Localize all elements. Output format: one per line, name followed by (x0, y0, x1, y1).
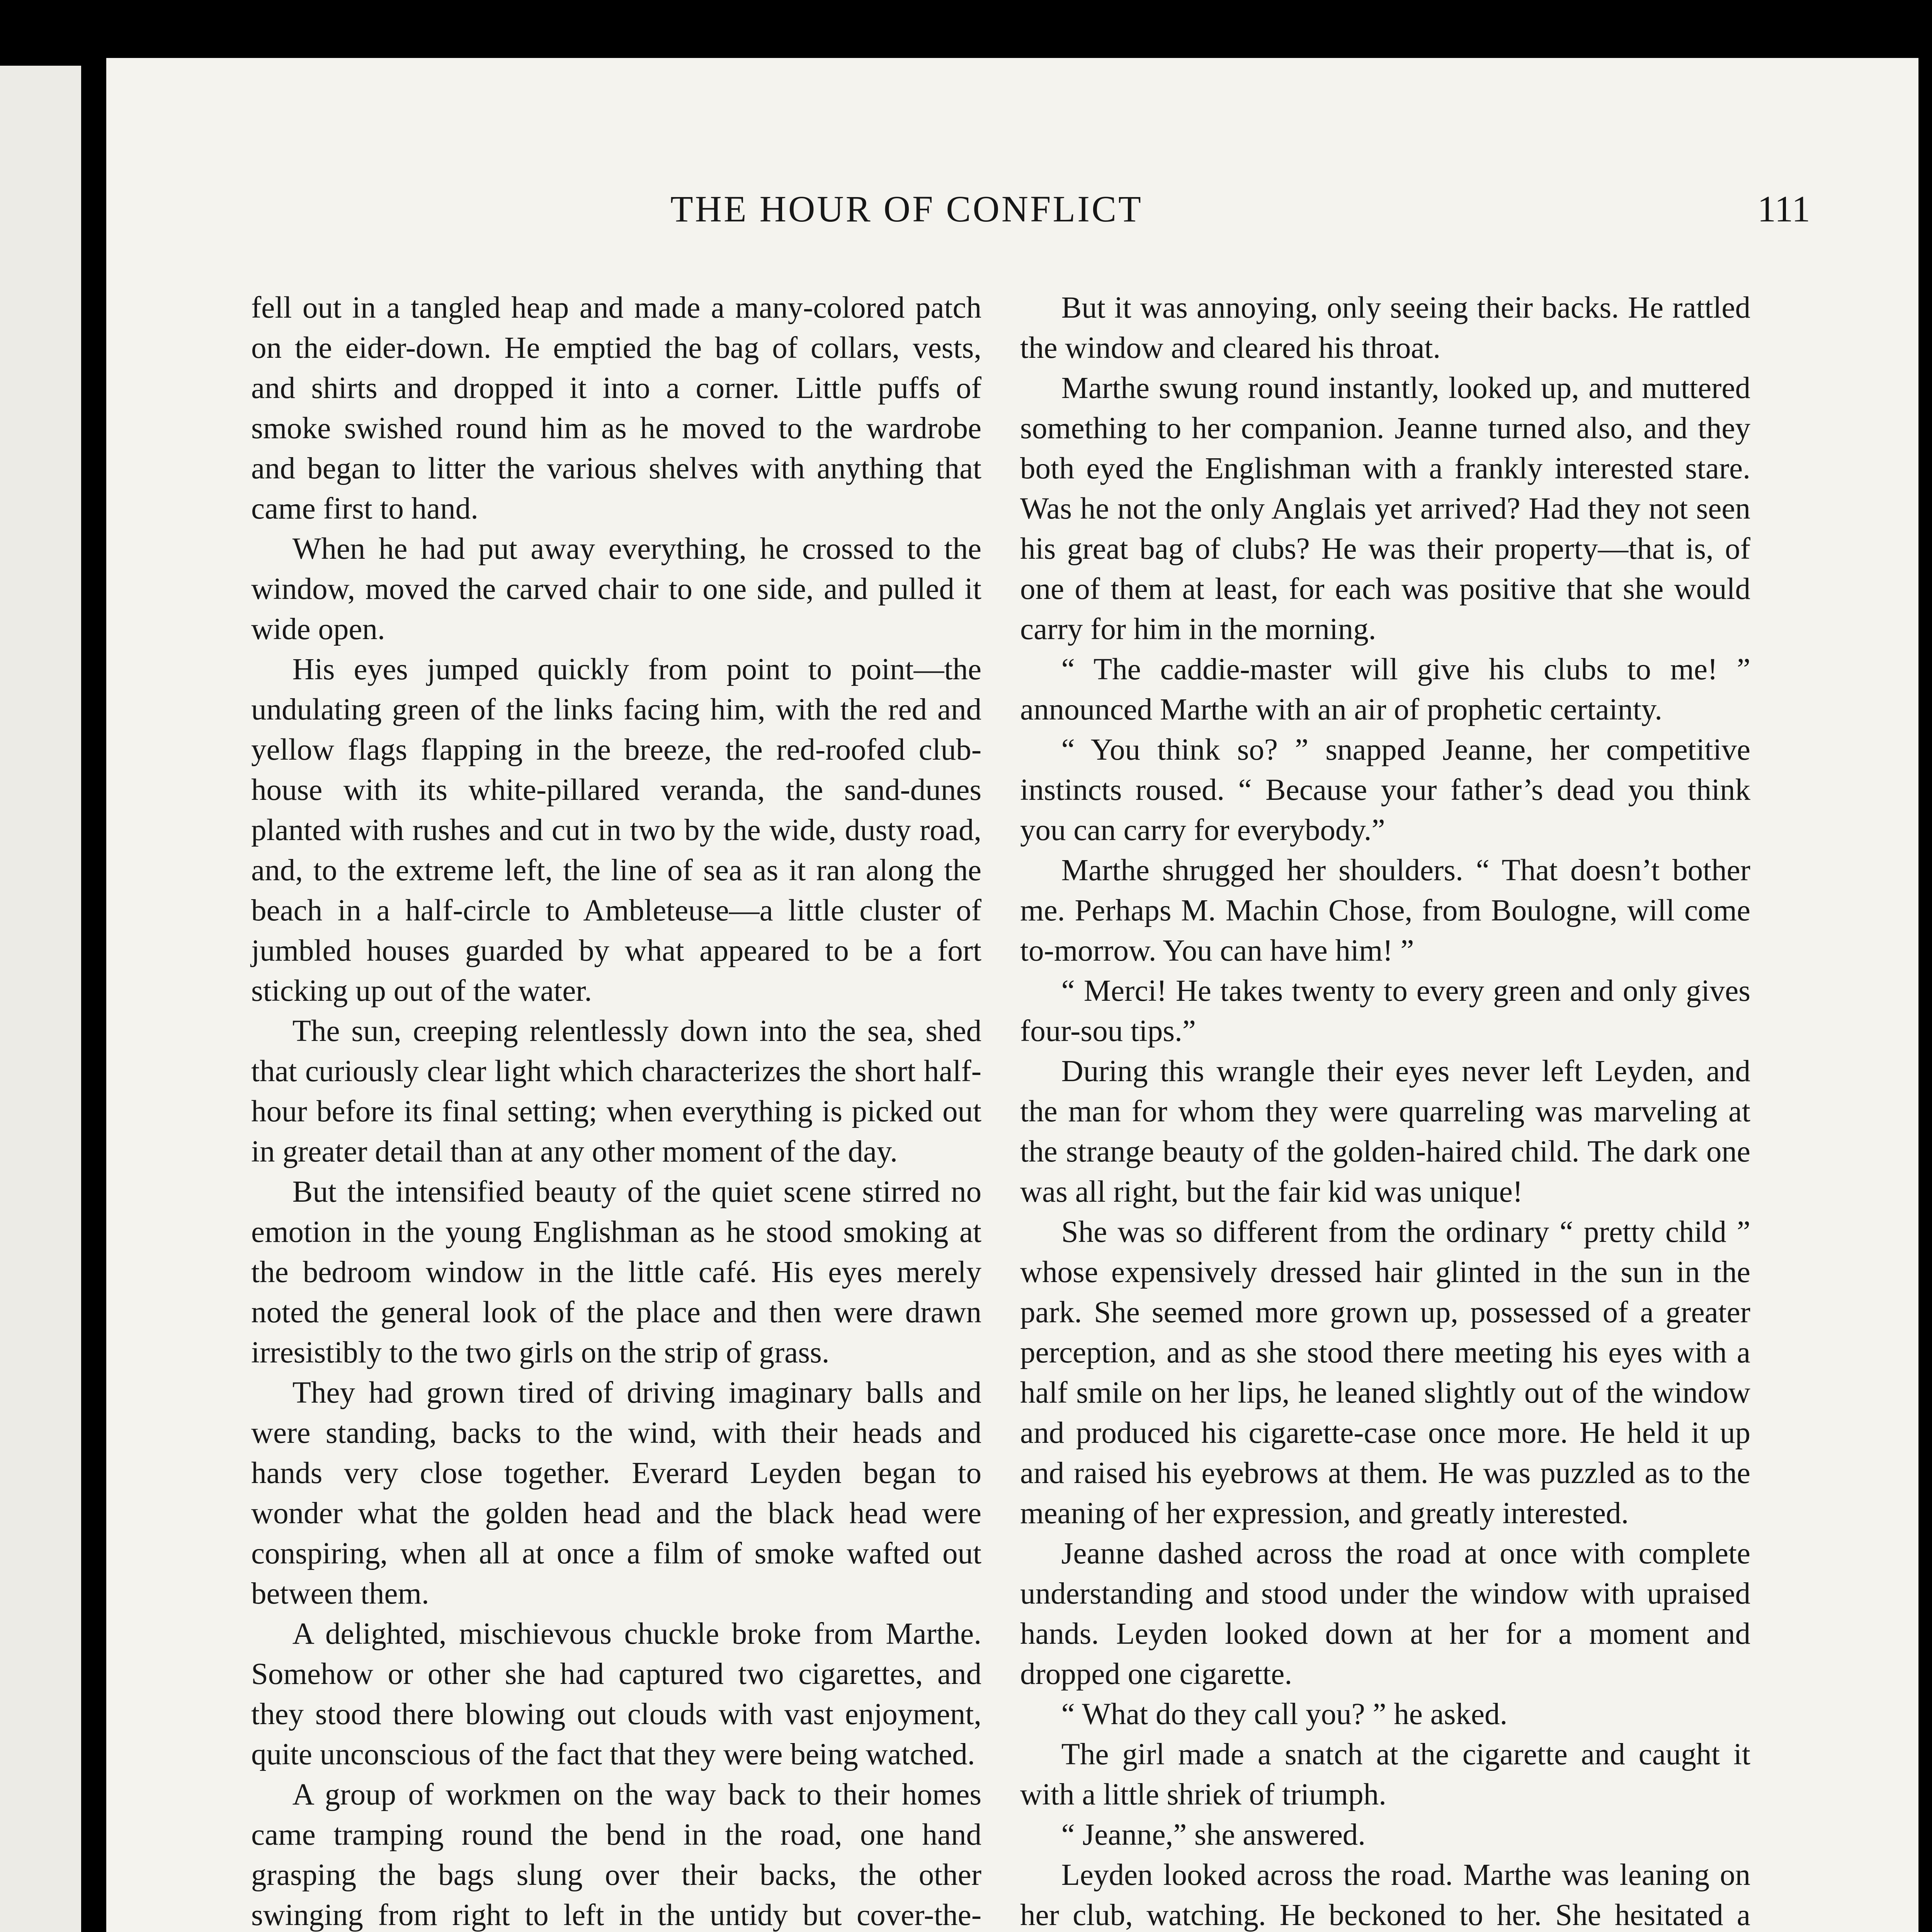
paragraph: His eyes jumped quickly from point to point—the undulating green of the links facing him, with the red and yellow flags flapping in the breeze, the red-roofed club-house with its white-pillared veranda, the sand-dunes planted with rushes and cut in two by the wide, dusty road, and, to the extreme left, the line of sea as it ran along the beach in a half-circle to Ambleteuse—a little cluster of jumbled houses guarded by what appeared to be a fort sticking up out of the water. (251, 653, 981, 1008)
paragraph: “ Merci! He takes twenty to every green and only gives four-sou tips.” (1020, 974, 1750, 1048)
left-column (251, 288, 981, 1932)
paragraph: The sun, creeping relentlessly down into the sea, shed that curiously clear light which characterizes the short half-hour before its final setting; when everything is picked out in greater detail than at any other moment of the day. (251, 1014, 981, 1168)
paragraph: She was so different from the ordinary “ pretty child ” whose expensively dressed hair glinted in the sun in the park. She seemed more grown up, possessed of a greater perception, and as she stood there meeting his eyes with a half smile on her lips, he leaned slightly out of the window and produced his cigarette-case once more. He held it up and raised his eyebrows at them. He was puzzled as to the meaning of her expression, and greatly interested. (1020, 1215, 1750, 1530)
running-title: THE HOUR OF CONFLICT (670, 188, 1143, 230)
paragraph: “ You think so? ” snapped Jeanne, her competitive instincts roused. “ Because your father’s dead you think you can carry for everybody.” (1020, 733, 1750, 847)
right-column (1020, 288, 1750, 1932)
paragraph: A group of workmen on the way back to their homes came tramping round the bend in the road, one hand grasping the bags slung over their backs, the other swinging from right to left in the untidy but cover-the- (251, 1778, 981, 1932)
paragraph: Marthe shrugged her shoulders. “ That doesn’t bother me. Perhaps M. Machin Chose, from Boulogne, will come to-morrow. You can have him! ” (1020, 854, 1750, 968)
paragraph: “ Jeanne,” she answered. (1061, 1818, 1366, 1852)
running-head (106, 187, 1918, 245)
paragraph: During this wrangle their eyes never left Leyden, and the man for whom they were quarreling was marveling at the strange beauty of the golden-haired child. The dark one was all right, but the fair kid was unique! (1020, 1054, 1750, 1209)
paragraph: “ What do they call you? ” he asked. (1061, 1697, 1508, 1731)
paragraph: The girl made a snatch at the cigarette and caught it with a little shriek of triumph. (1020, 1738, 1750, 1811)
paragraph: When he had put away everything, he crossed to the window, moved the carved chair to one side, and pulled it wide open. (251, 532, 981, 646)
paragraph: A delighted, mischievous chuckle broke from Marthe. Somehow or other she had captured two cigarettes, and they stood there blowing out clouds with vast enjoyment, quite unconscious of the fact that they were being watched. (251, 1617, 981, 1771)
facing-page-edge (0, 66, 81, 1932)
paragraph: fell out in a tangled heap and made a many-colored patch on the eider-down. He emptied the bag of collars, vests, and shirts and dropped it into a corner. Little puffs of smoke swished round him as he moved to the wardrobe and began to litter the various shelves with anything that came first to hand. (251, 291, 981, 526)
paragraph: But it was annoying, only seeing their backs. He rattled the window and cleared his throat. (1020, 291, 1750, 365)
paragraph: Leyden looked across the road. Marthe was leaning on her club, watching. He beckoned to her. She hesitated a (1020, 1858, 1750, 1932)
paragraph: “ The caddie-master will give his clubs to me! ” announced Marthe with an air of prophetic certainty. (1020, 653, 1750, 726)
book-page (106, 58, 1918, 1932)
paragraph: They had grown tired of driving imaginary balls and were standing, backs to the wind, with their heads and hands very close together. Everard Leyden began to wonder what the golden head and the black head were conspiring, when all at once a film of smoke wafted out between them. (251, 1376, 981, 1611)
page-number: 111 (1757, 188, 1810, 230)
paragraph: But the intensified beauty of the quiet scene stirred no emotion in the young Englishman as he stood smoking at the bedroom window in the little café. His eyes merely noted the general look of the place and then were drawn irresistibly to the two girls on the strip of grass. (251, 1175, 981, 1369)
paragraph: Jeanne dashed across the road at once with complete understanding and stood under the window with upraised hands. Leyden looked down at her for a moment and dropped one cigarette. (1020, 1537, 1750, 1691)
paragraph: Marthe swung round instantly, looked up, and muttered something to her companion. Jeanne turned also, and they both eyed the Englishman with a frankly interested stare. Was he not the only Anglais yet arrived? Had they not seen his great bag of clubs? He was their property—that is, of one of them at least, for each was positive that she would carry for him in the morning. (1020, 371, 1750, 646)
